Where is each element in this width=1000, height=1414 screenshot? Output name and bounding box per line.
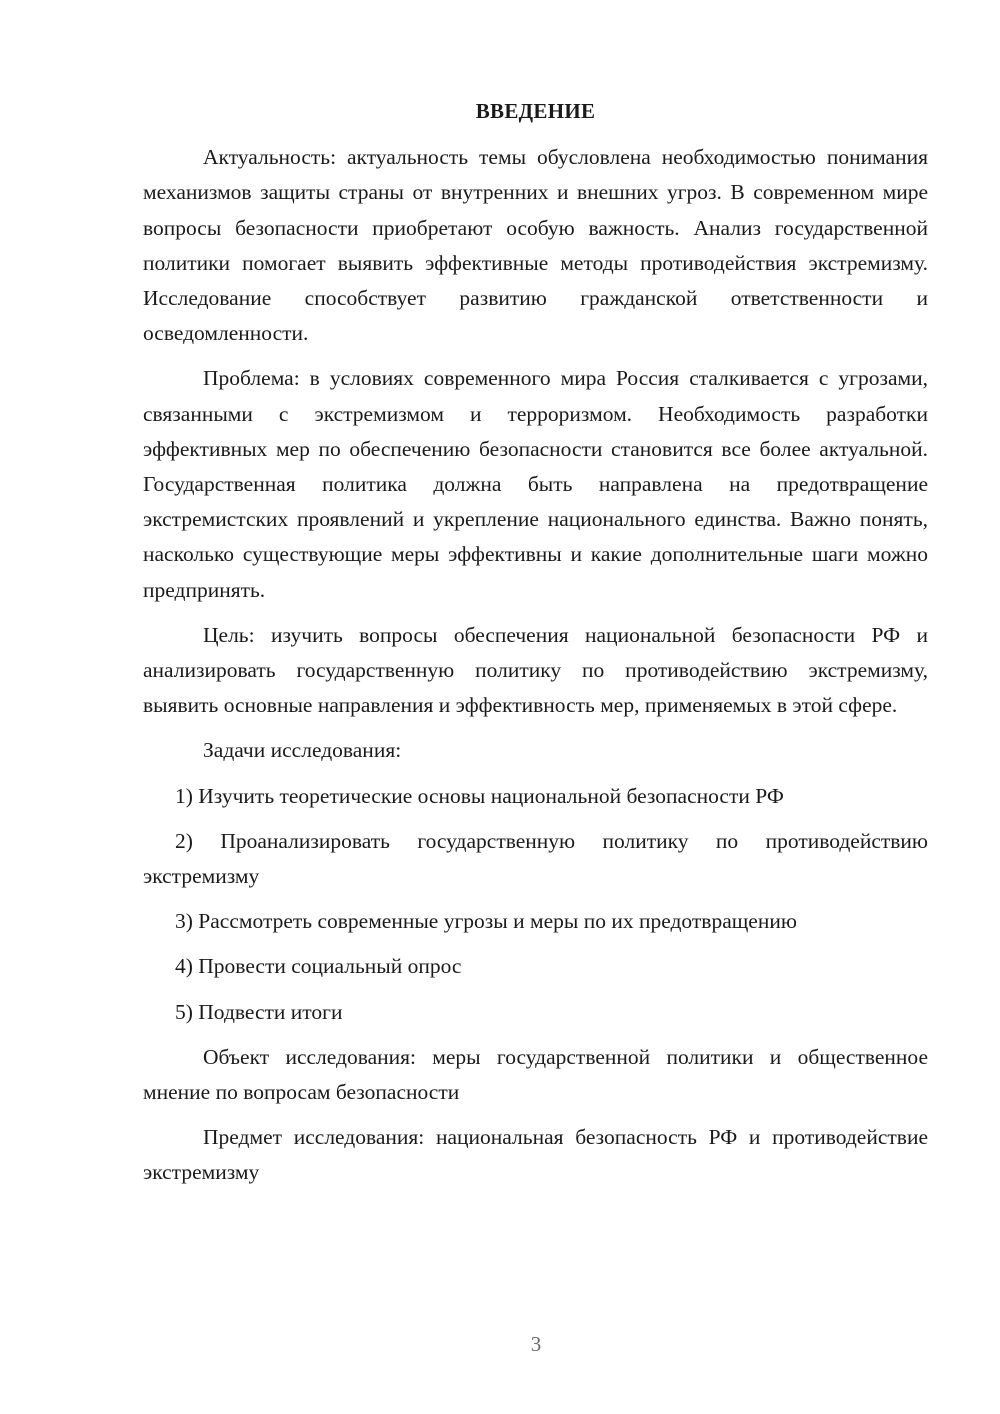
- task-item-2: 2) Проанализировать государственную политику по противодействию экстремизму: [143, 828, 928, 889]
- task-item-4: 4) Провести социальный опрос: [175, 954, 462, 979]
- object-paragraph: Объект исследования: меры государственной политики и общественное мнение по вопросам безопасности: [143, 1044, 928, 1105]
- subject-paragraph: Предмет исследования: национальная безопасность РФ и противодействие экстремизму: [143, 1125, 928, 1185]
- task-item-1: 1) Изучить теоретические основы национальной безопасности РФ: [175, 783, 784, 808]
- document-page: [143, 94, 928, 1201]
- goal-paragraph: Цель: изучить вопросы обеспечения национальной безопасности РФ и анализировать государственную политику по противодействию экстремизму, выявить основные направления и эффективность мер, применяемых в этой сфере.: [143, 622, 928, 718]
- task-item-5: 5) Подвести итоги: [175, 999, 343, 1024]
- relevance-paragraph: Актуальность: актуальность темы обусловлена необходимостью понимания механизмов защиты страны от внутренних и внешних угроз. В современном мире вопросы безопасности приобретают особую важность. Анализ государственной политики помогает выявить эффективные методы противодействия экстремизму. Исследование способствует развитию гражданской ответственности и осведомленности.: [143, 145, 928, 346]
- problem-paragraph: Проблема: в условиях современного мира Россия сталкивается с угрозами, связанными с экстремизмом и терроризмом. Необходимость разработки эффективных мер по обеспечению безопасности становится все более актуальной. Государственная политика должна быть направлена на предотвращение экстремистских проявлений и укрепление национального единства. Важно понять, насколько существующие меры эффективны и какие дополнительные шаги можно предпринять.: [143, 366, 928, 602]
- tasks-heading: Задачи исследования:: [203, 738, 402, 763]
- task-item-3: 3) Рассмотреть современные угрозы и меры по их предотвращению: [175, 909, 797, 934]
- page-number: 3: [530, 1332, 542, 1356]
- section-heading: ВВЕДЕНИЕ: [475, 99, 596, 123]
